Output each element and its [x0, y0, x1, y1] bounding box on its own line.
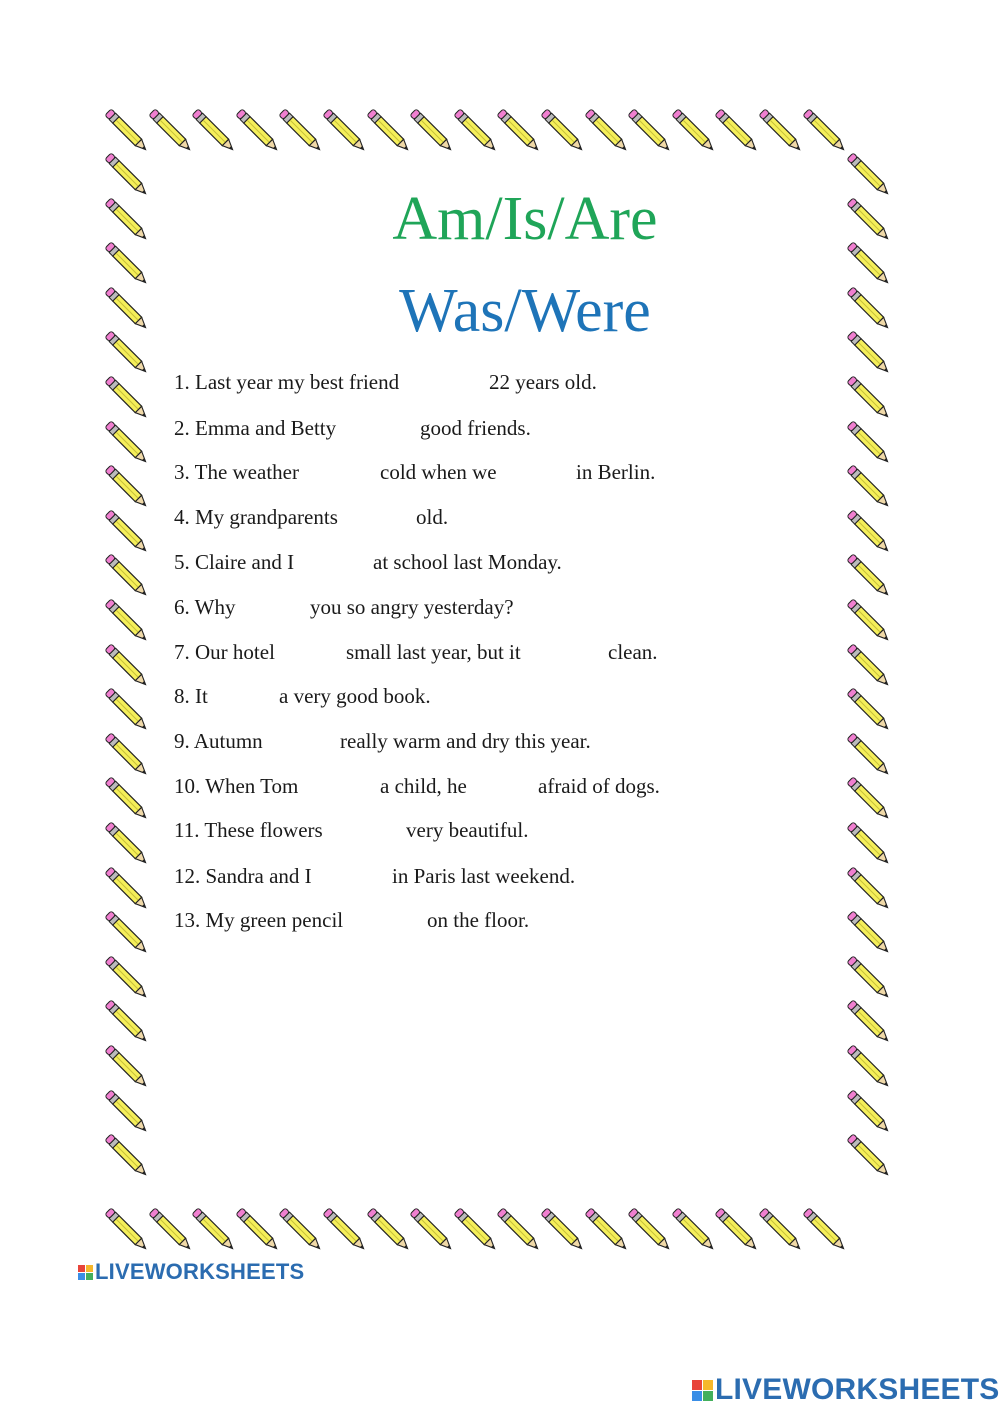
pencil-icon — [105, 287, 149, 331]
question-8-text: a very good book. — [279, 684, 431, 708]
pencil-icon — [847, 777, 891, 821]
pencil-icon — [279, 109, 323, 153]
pencil-icon — [759, 109, 803, 153]
pencil-icon — [105, 242, 149, 286]
pencil-icon — [236, 1208, 280, 1252]
pencil-icon — [105, 688, 149, 732]
pencil-icon — [105, 421, 149, 465]
pencil-icon — [410, 1208, 454, 1252]
pencil-icon — [105, 1208, 149, 1252]
pencil-icon — [105, 1134, 149, 1178]
pencil-icon — [192, 109, 236, 153]
pencil-icon — [847, 644, 891, 688]
question-10-text: 10. When Tom — [174, 774, 299, 798]
pencil-icon — [149, 109, 193, 153]
question-2-text: 2. Emma and Betty — [174, 416, 337, 440]
pencil-icon — [847, 554, 891, 598]
question-7-text: small last year, but it — [346, 640, 521, 664]
pencil-icon — [847, 956, 891, 1000]
question-7-text: 7. Our hotel — [174, 640, 275, 664]
pencil-icon — [105, 153, 149, 197]
pencil-icon — [410, 109, 454, 153]
pencil-icon — [847, 867, 891, 911]
question-7-text: clean. — [608, 640, 658, 664]
pencil-icon — [105, 822, 149, 866]
pencil-icon — [847, 1045, 891, 1089]
pencil-icon — [236, 109, 280, 153]
pencil-icon — [847, 1000, 891, 1044]
pencil-icon — [628, 109, 672, 153]
pencil-icon — [105, 109, 149, 153]
pencil-icon — [105, 733, 149, 777]
pencil-icon — [847, 822, 891, 866]
question-8-text: 8. It — [174, 684, 208, 708]
pencil-icon — [105, 376, 149, 420]
pencil-icon — [367, 109, 411, 153]
pencil-icon — [541, 109, 585, 153]
question-9-text: 9. Autumn — [174, 729, 263, 753]
pencil-icon — [628, 1208, 672, 1252]
pencil-icon — [105, 554, 149, 598]
pencil-icon — [847, 198, 891, 242]
pencil-icon — [847, 242, 891, 286]
pencil-icon — [585, 1208, 629, 1252]
pencil-icon — [847, 688, 891, 732]
liveworksheets-text: LIVEWORKSHEETS — [95, 1259, 305, 1284]
question-11-text: 11. These flowers — [174, 818, 323, 842]
pencil-icon — [105, 510, 149, 554]
title-am-is-are: Am/Is/Are — [392, 185, 658, 253]
question-4-text: 4. My grandparents — [174, 505, 338, 529]
pencil-icon — [105, 644, 149, 688]
pencil-icon — [847, 1090, 891, 1134]
liveworksheets-logo — [692, 1373, 1000, 1407]
question-9-text: really warm and dry this year. — [340, 729, 591, 753]
question-1-text: 22 years old. — [489, 370, 597, 394]
pencil-icon — [497, 1208, 541, 1252]
question-3-text: 3. The weather — [174, 460, 299, 484]
pencil-icon — [847, 733, 891, 777]
pencil-icon — [585, 109, 629, 153]
pencil-icon — [759, 1208, 803, 1252]
pencil-icon — [279, 1208, 323, 1252]
pencil-icon — [105, 331, 149, 375]
question-11-text: very beautiful. — [406, 818, 529, 842]
liveworksheets-mark-icon — [692, 1380, 713, 1401]
pencil-icon — [105, 599, 149, 643]
pencil-icon — [847, 331, 891, 375]
pencil-icon — [847, 376, 891, 420]
question-10-text: afraid of dogs. — [538, 774, 660, 798]
pencil-icon — [847, 1134, 891, 1178]
pencil-icon — [672, 1208, 716, 1252]
pencil-icon — [847, 599, 891, 643]
question-13-text: 13. My green pencil — [174, 908, 344, 932]
question-12-text: in Paris last weekend. — [392, 864, 576, 888]
question-12-text: 12. Sandra and I — [174, 864, 312, 888]
liveworksheets-text: LIVEWORKSHEETS — [715, 1373, 1000, 1406]
pencil-icon — [847, 465, 891, 509]
question-6-text: you so angry yesterday? — [310, 595, 514, 619]
pencil-icon — [192, 1208, 236, 1252]
pencil-icon — [847, 510, 891, 554]
question-3-text: in Berlin. — [576, 460, 656, 484]
pencil-icon — [323, 109, 367, 153]
pencil-icon — [105, 956, 149, 1000]
pencil-icon — [541, 1208, 585, 1252]
question-4-text: old. — [416, 505, 449, 529]
question-2-text: good friends. — [420, 416, 531, 440]
pencil-icon — [105, 911, 149, 955]
question-3-text: cold when we — [380, 460, 497, 484]
question-5-text: 5. Claire and I — [174, 550, 295, 574]
pencil-icon — [847, 911, 891, 955]
pencil-icon — [454, 1208, 498, 1252]
pencil-icon — [105, 1045, 149, 1089]
question-5-text: at school last Monday. — [373, 550, 562, 574]
question-10-text: a child, he — [380, 774, 467, 798]
pencil-icon — [715, 109, 759, 153]
pencil-icon — [323, 1208, 367, 1252]
pencil-icon — [105, 777, 149, 821]
pencil-icon — [847, 421, 891, 465]
pencil-icon — [105, 1090, 149, 1134]
pencil-icon — [105, 198, 149, 242]
pencil-icon — [847, 287, 891, 331]
pencil-icon — [454, 109, 498, 153]
pencil-icon — [672, 109, 716, 153]
pencil-icon — [105, 465, 149, 509]
pencil-icon — [105, 867, 149, 911]
question-1-text: 1. Last year my best friend — [174, 370, 400, 394]
pencil-icon — [715, 1208, 759, 1252]
pencil-icon — [367, 1208, 411, 1252]
pencil-icon — [149, 1208, 193, 1252]
question-13-text: on the floor. — [427, 908, 530, 932]
question-6-text: 6. Why — [174, 595, 236, 619]
pencil-icon — [803, 1208, 847, 1252]
liveworksheets-logo — [78, 1259, 304, 1285]
title-was-were: Was/Were — [399, 277, 651, 345]
liveworksheets-mark-icon — [78, 1265, 93, 1280]
pencil-icon — [803, 109, 847, 153]
pencil-icon — [497, 109, 541, 153]
pencil-icon — [847, 153, 891, 197]
pencil-icon — [105, 1000, 149, 1044]
